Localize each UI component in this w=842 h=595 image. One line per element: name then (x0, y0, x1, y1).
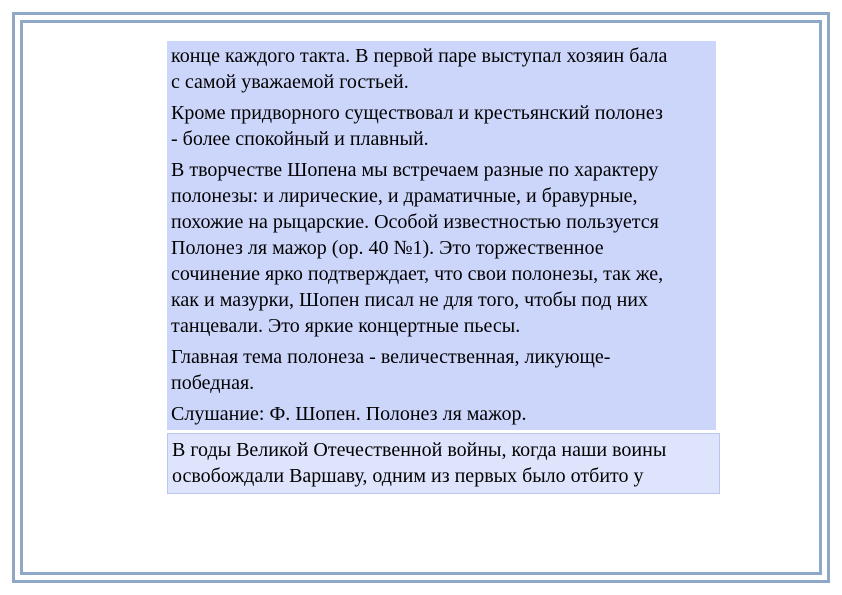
text-line: полонезы: и лирические, и драматичные, и бравурные, (171, 185, 638, 207)
text-line: как и мазурки, Шопен писал не для того, чтобы под них (171, 289, 649, 311)
text-line: В годы Великой Отечественной войны, когда наши воины (172, 439, 667, 461)
text-line: похожие на рыцарские. Особой известностью пользуется (171, 211, 659, 233)
paragraph-listening (171, 401, 716, 427)
text-line: сочинение ярко подтверждает, что свои полонезы, так же, (171, 263, 664, 285)
paragraph-bal (171, 43, 716, 95)
text-line: Главная тема полонеза - величественная, ликующе- (171, 346, 611, 368)
text-line: освобождали Варшаву, одним из первых было отбито у (172, 465, 644, 487)
text-line: Полонез ля мажор (ор. 40 №1). Это торжественное (171, 237, 604, 259)
paragraph-war (172, 437, 719, 489)
text-line: с самой уважаемой гостьей. (171, 71, 409, 93)
text-block-main (167, 41, 716, 430)
paragraph-peasant-polonaise (171, 100, 716, 152)
paragraph-chopin (171, 157, 716, 339)
text-line: Слушание: Ф. Шопен. Полонез ля мажор. (171, 403, 527, 425)
text-line: Кроме придворного существовал и крестьянский полонез (171, 102, 663, 124)
text-block-war (167, 433, 720, 494)
text-line: В творчестве Шопена мы встречаем разные по характеру (171, 159, 659, 181)
paragraph-main-theme (171, 344, 716, 396)
text-line: - более спокойный и плавный. (171, 128, 429, 150)
text-line: победная. (171, 372, 255, 394)
text-line: танцевали. Это яркие концертные пьесы. (171, 315, 521, 337)
text-line: конце каждого такта. В первой паре выступал хозяин бала (171, 45, 668, 67)
